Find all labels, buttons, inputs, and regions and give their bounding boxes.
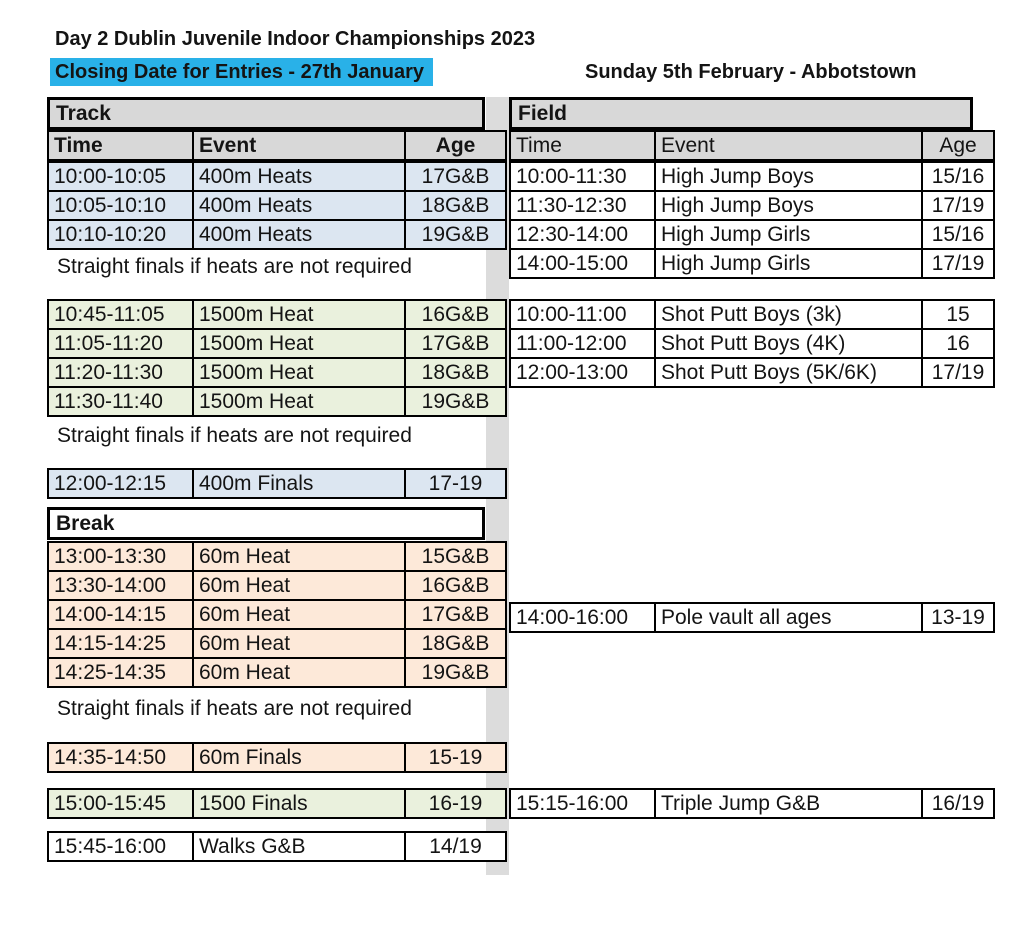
field-column-header-time: Time (510, 131, 655, 160)
event-cell: 60m Finals (193, 743, 405, 772)
table-row (510, 191, 994, 220)
time-cell: 15:15-16:00 (510, 789, 655, 818)
age-cell: 16 (922, 329, 994, 358)
event-cell: Shot Putt Boys (5K/6K) (655, 358, 922, 387)
time-cell: 10:10-10:20 (48, 220, 193, 249)
page-title: Day 2 Dublin Juvenile Indoor Championships 2023 (55, 28, 536, 50)
event-cell: 400m Heats (193, 191, 405, 220)
event-cell: 1500m Heat (193, 300, 405, 329)
break-section-banner: Break (47, 507, 485, 540)
table-row (510, 603, 994, 632)
table-row (48, 542, 506, 571)
age-cell: 15 (922, 300, 994, 329)
time-cell: 14:00-15:00 (510, 249, 655, 278)
track-event-block (47, 788, 507, 819)
time-cell: 10:00-11:30 (510, 162, 655, 191)
table-row (48, 220, 506, 249)
table-row (48, 469, 506, 498)
time-cell: 11:05-11:20 (48, 329, 193, 358)
event-cell: 60m Heat (193, 658, 405, 687)
track-event-block (47, 742, 507, 773)
age-cell: 18G&B (405, 358, 506, 387)
age-cell: 16-19 (405, 789, 506, 818)
table-row (48, 832, 506, 861)
table-row (48, 571, 506, 600)
track-event-block (47, 161, 507, 250)
closing-date-highlight: Closing Date for Entries - 27th January (50, 58, 433, 86)
age-cell: 15-19 (405, 743, 506, 772)
age-cell: 14/19 (405, 832, 506, 861)
table-row (48, 743, 506, 772)
event-cell: 60m Heat (193, 629, 405, 658)
age-cell: 16G&B (405, 300, 506, 329)
straight-finals-note: Straight finals if heats are not required (57, 424, 412, 447)
time-cell: 11:00-12:00 (510, 329, 655, 358)
age-cell: 13-19 (922, 603, 994, 632)
table-row (510, 162, 994, 191)
time-cell: 14:15-14:25 (48, 629, 193, 658)
time-cell: 10:00-11:00 (510, 300, 655, 329)
event-cell: Shot Putt Boys (4K) (655, 329, 922, 358)
field-event-block (509, 602, 995, 633)
time-cell: 14:00-16:00 (510, 603, 655, 632)
time-cell: 15:00-15:45 (48, 789, 193, 818)
event-cell: 60m Heat (193, 571, 405, 600)
time-cell: 14:25-14:35 (48, 658, 193, 687)
track-column-header-time: Time (48, 131, 193, 160)
field-column-header-event: Event (655, 131, 922, 160)
table-row (48, 387, 506, 416)
age-cell: 16/19 (922, 789, 994, 818)
field-column-header-age: Age (922, 131, 994, 160)
table-row (48, 329, 506, 358)
track-section-banner: Track (47, 97, 485, 130)
time-cell: 10:00-10:05 (48, 162, 193, 191)
age-cell: 17/19 (922, 358, 994, 387)
event-cell: 60m Heat (193, 600, 405, 629)
track-event-block (47, 831, 507, 862)
table-row (48, 162, 506, 191)
event-cell: Shot Putt Boys (3k) (655, 300, 922, 329)
table-row (48, 658, 506, 687)
event-cell: 60m Heat (193, 542, 405, 571)
field-section-banner: Field (509, 97, 973, 130)
track-event-block (47, 299, 507, 417)
time-cell: 14:35-14:50 (48, 743, 193, 772)
time-cell: 10:45-11:05 (48, 300, 193, 329)
age-cell: 19G&B (405, 387, 506, 416)
age-cell: 19G&B (405, 658, 506, 687)
table-row (510, 789, 994, 818)
event-date-venue: Sunday 5th February - Abbotstown (585, 61, 917, 83)
event-cell: 1500m Heat (193, 387, 405, 416)
event-cell: High Jump Girls (655, 220, 922, 249)
age-cell: 17/19 (922, 191, 994, 220)
table-row (510, 358, 994, 387)
age-cell: 17/19 (922, 249, 994, 278)
field-schedule-column (509, 97, 985, 887)
age-cell: 16G&B (405, 571, 506, 600)
event-cell: High Jump Boys (655, 191, 922, 220)
time-cell: 15:45-16:00 (48, 832, 193, 861)
time-cell: 14:00-14:15 (48, 600, 193, 629)
time-cell: 12:30-14:00 (510, 220, 655, 249)
table-row (510, 329, 994, 358)
age-cell: 18G&B (405, 191, 506, 220)
event-cell: 1500 Finals (193, 789, 405, 818)
age-cell: 15/16 (922, 162, 994, 191)
table-row (48, 300, 506, 329)
time-cell: 13:00-13:30 (48, 542, 193, 571)
track-header-row (47, 130, 507, 161)
track-event-block (47, 468, 507, 499)
time-cell: 11:30-12:30 (510, 191, 655, 220)
event-cell: High Jump Girls (655, 249, 922, 278)
event-cell: 400m Heats (193, 220, 405, 249)
field-header-row (509, 130, 995, 161)
event-cell: Triple Jump G&B (655, 789, 922, 818)
track-event-block (47, 541, 507, 688)
table-row (510, 300, 994, 329)
event-cell: Walks G&B (193, 832, 405, 861)
age-cell: 17-19 (405, 469, 506, 498)
time-cell: 13:30-14:00 (48, 571, 193, 600)
event-cell: 1500m Heat (193, 358, 405, 387)
table-row (48, 600, 506, 629)
time-cell: 10:05-10:10 (48, 191, 193, 220)
age-cell: 17G&B (405, 162, 506, 191)
event-cell: 1500m Heat (193, 329, 405, 358)
field-event-block (509, 161, 995, 279)
age-cell: 19G&B (405, 220, 506, 249)
table-row (48, 358, 506, 387)
table-row (48, 789, 506, 818)
track-column-header-age: Age (405, 131, 506, 160)
field-event-block (509, 788, 995, 819)
field-event-block (509, 299, 995, 388)
table-row (48, 191, 506, 220)
age-cell: 17G&B (405, 600, 506, 629)
time-cell: 12:00-13:00 (510, 358, 655, 387)
time-cell: 11:20-11:30 (48, 358, 193, 387)
event-cell: 400m Heats (193, 162, 405, 191)
age-cell: 15/16 (922, 220, 994, 249)
age-cell: 18G&B (405, 629, 506, 658)
age-cell: 17G&B (405, 329, 506, 358)
table-row (510, 220, 994, 249)
time-cell: 11:30-11:40 (48, 387, 193, 416)
table-row (48, 629, 506, 658)
event-cell: 400m Finals (193, 469, 405, 498)
event-cell: Pole vault all ages (655, 603, 922, 632)
time-cell: 12:00-12:15 (48, 469, 193, 498)
straight-finals-note: Straight finals if heats are not required (57, 697, 412, 720)
table-row (510, 249, 994, 278)
track-column-header-event: Event (193, 131, 405, 160)
age-cell: 15G&B (405, 542, 506, 571)
event-cell: High Jump Boys (655, 162, 922, 191)
track-schedule-column (47, 97, 490, 887)
straight-finals-note: Straight finals if heats are not required (57, 255, 412, 278)
